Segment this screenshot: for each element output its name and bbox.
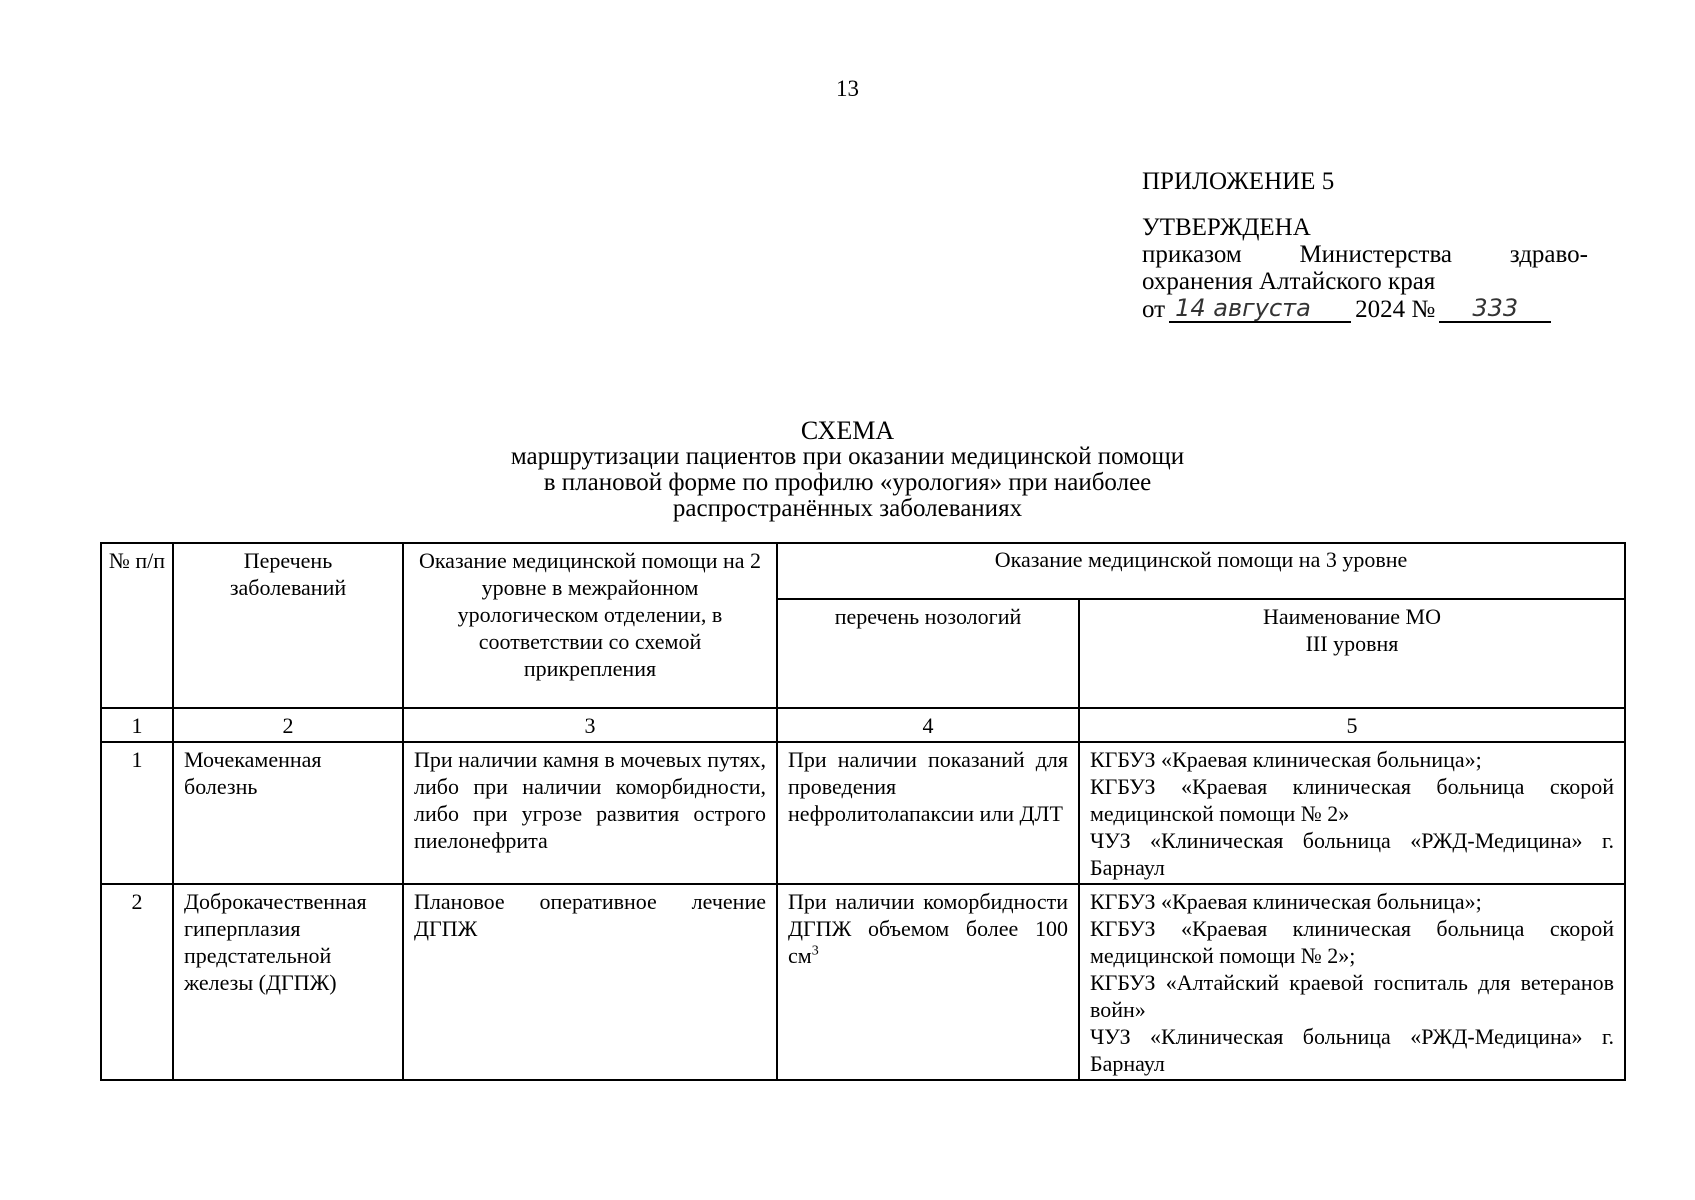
appendix-block bbox=[1142, 168, 1588, 323]
header-mo bbox=[1079, 599, 1625, 708]
header-level3-group: Оказание медицинской помощи на 3 уровне bbox=[777, 543, 1625, 599]
column-number-row bbox=[101, 708, 1625, 742]
disease-name: Мочекаменная болезнь bbox=[173, 742, 403, 884]
order-word: приказом bbox=[1142, 241, 1242, 268]
header-nosology: перечень нозологий bbox=[777, 599, 1079, 708]
from-label: от bbox=[1142, 296, 1166, 323]
ministry-word: Министерства bbox=[1299, 241, 1453, 268]
header-mo-line1: Наименование МО bbox=[1262, 603, 1441, 629]
title-scheme: СХЕМА bbox=[800, 416, 895, 445]
header-level2: Оказание медицинской помощи на 2 уровне в межрайонном урологическом отделении, в соответствии со схемой прикрепления bbox=[403, 543, 777, 708]
header-mo-line2: III уровня bbox=[1305, 630, 1399, 656]
mo-item: КГБУЗ «Краевая клиническая больница»; bbox=[1090, 747, 1482, 772]
table-header-row bbox=[101, 543, 1625, 599]
table-row bbox=[101, 742, 1625, 884]
health-word: здраво- bbox=[1509, 241, 1588, 268]
mo-item: ЧУЗ «Клиническая больница «РЖД-Медицина» г. Барнаул bbox=[1090, 828, 1614, 880]
appendix-heading: ПРИЛОЖЕНИЕ 5 bbox=[1142, 168, 1335, 195]
page-number: 13 bbox=[836, 76, 859, 101]
level2-care: При наличии камня в мочевых путях, либо при наличии коморбидности, либо при угрозе развития острого пиелонефрита bbox=[403, 742, 777, 884]
level3-nosology: При наличии показаний для проведения нефролитолапаксии или ДЛТ bbox=[777, 742, 1079, 884]
table-row bbox=[101, 884, 1625, 1080]
level3-mo-list bbox=[1079, 742, 1625, 884]
row-number: 2 bbox=[101, 884, 173, 1080]
mo-item: КГБУЗ «Краевая клиническая больница»; bbox=[1090, 889, 1482, 914]
column-number: 5 bbox=[1079, 708, 1625, 742]
mo-item: КГБУЗ «Краевая клиническая больница скорой медицинской помощи № 2»; bbox=[1090, 916, 1614, 968]
routing-table bbox=[100, 542, 1626, 1081]
order-line bbox=[1142, 241, 1588, 268]
header-diseases: Перечень заболеваний bbox=[173, 543, 403, 708]
region-line: охранения Алтайского края bbox=[1142, 268, 1436, 295]
column-number: 1 bbox=[101, 708, 173, 742]
cubic-superscript: 3 bbox=[811, 943, 819, 959]
year-label: 2024 № bbox=[1355, 296, 1436, 323]
title-line-4: распространённых заболеваниях bbox=[672, 495, 1023, 522]
level2-care: Плановое оперативное лечение ДГПЖ bbox=[403, 884, 777, 1080]
column-number: 3 bbox=[403, 708, 777, 742]
row-number: 1 bbox=[101, 742, 173, 884]
date-line bbox=[1142, 295, 1588, 323]
mo-item: КГБУЗ «Краевая клиническая больница скорой медицинской помощи № 2» bbox=[1090, 774, 1614, 826]
column-number: 4 bbox=[777, 708, 1079, 742]
level3-nosology bbox=[777, 884, 1079, 1080]
title-line-2: маршрутизации пациентов при оказании медицинской помощи bbox=[510, 443, 1185, 470]
title-line-3: в плановой форме по профилю «урология» при наиболее bbox=[543, 469, 1152, 496]
approved-label: УТВЕРЖДЕНА bbox=[1142, 214, 1311, 241]
column-number: 2 bbox=[173, 708, 403, 742]
handwritten-date: 14 августа bbox=[1169, 295, 1351, 323]
document-title bbox=[0, 418, 1695, 522]
level3-mo-list bbox=[1079, 884, 1625, 1080]
header-number: № п/п bbox=[101, 543, 173, 708]
disease-name: Доброкачественная гиперплазия предстательной железы (ДГПЖ) bbox=[173, 884, 403, 1080]
nosology-text: При наличии коморбидности ДГПЖ объемом более 100 см bbox=[788, 889, 1068, 968]
mo-item: КГБУЗ «Алтайский краевой госпиталь для ветеранов войн» bbox=[1090, 970, 1614, 1022]
handwritten-number: 333 bbox=[1439, 295, 1551, 323]
mo-item: ЧУЗ «Клиническая больница «РЖД-Медицина» г. Барнаул bbox=[1090, 1024, 1614, 1076]
